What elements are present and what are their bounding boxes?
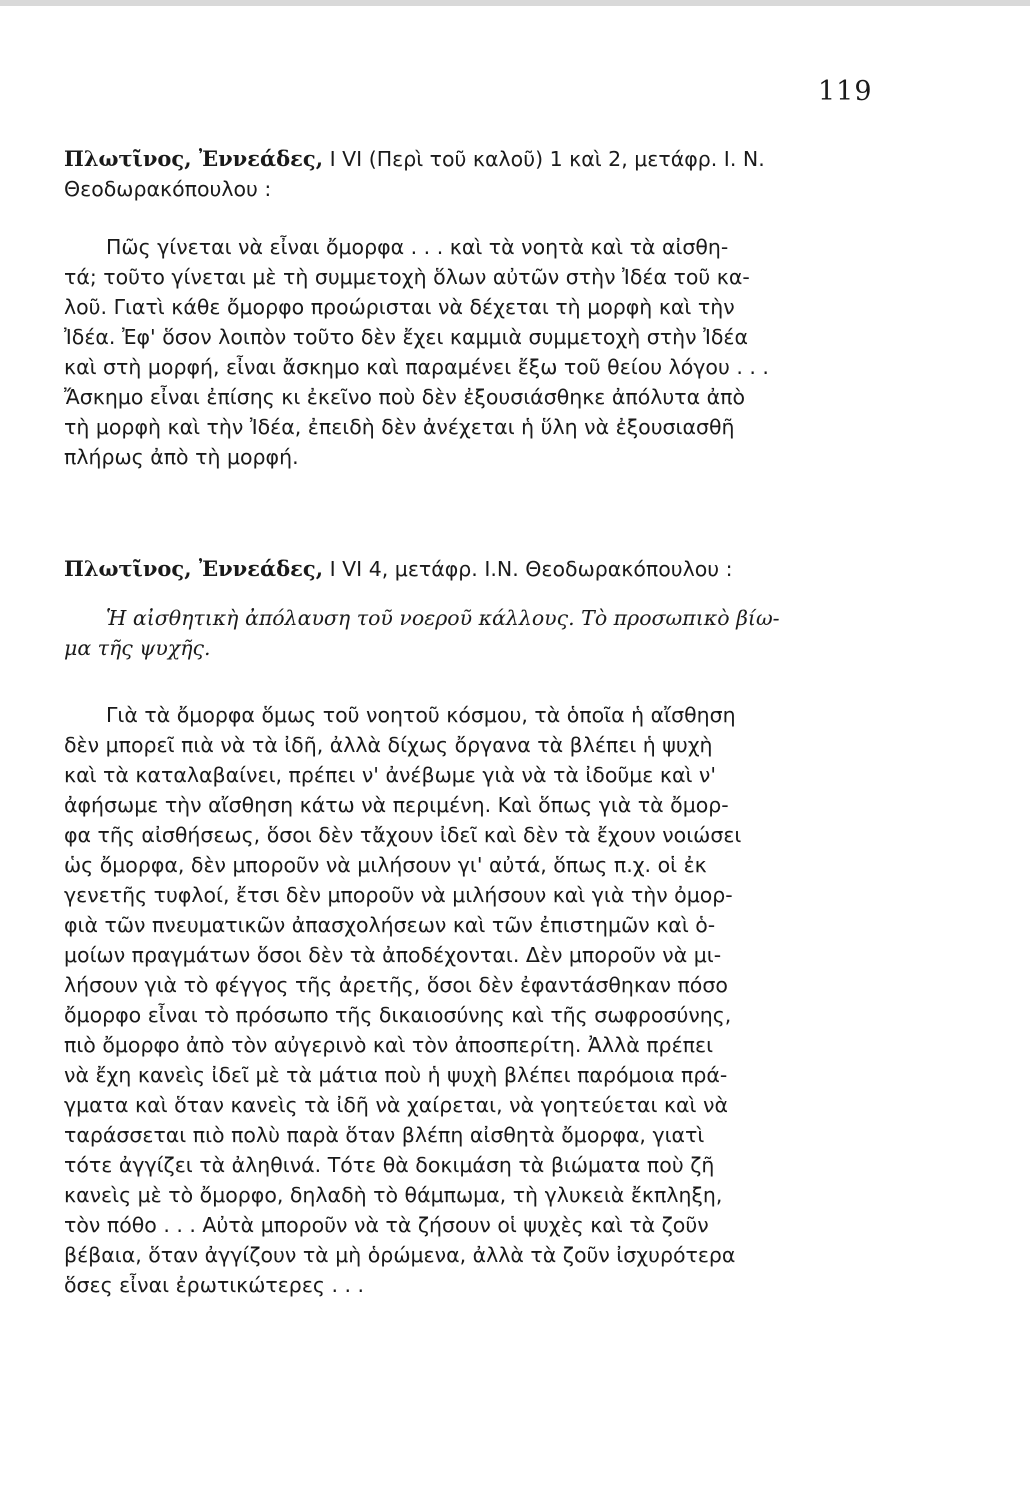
section2-line: τὸν πόθο . . . Αὐτὰ μποροῦν νὰ τὰ ζήσουν οἱ ψυχὲς καὶ τὰ ζοῦν (64, 1213, 709, 1237)
section2-line: λήσουν γιὰ τὸ φέγγος τῆς ἀρετῆς, ὅσοι δὲν ἐφαντάσθηκαν πόσο (64, 973, 728, 997)
section2-line: γενετῆς τυφλοί, ἔτσι δὲν μποροῦν νὰ μιλήσουν καὶ γιὰ τὴν ὀμορ- (64, 883, 733, 907)
section2-line: ὡς ὄμορφα, δὲν μποροῦν νὰ μιλήσουν γι' αὐτά, ὅπως π.χ. οἱ ἐκ (64, 853, 707, 877)
section2-line: δὲν μπορεῖ πιὰ νὰ τὰ ἰδῆ, ἀλλὰ δίχως ὄργανα τὰ βλέπει ἡ ψυχὴ (64, 733, 713, 757)
section2-line: Γιὰ τὰ ὄμορφα ὅμως τοῦ νοητοῦ κόσμου, τὰ ὁποῖα ἡ αἴσθηση (106, 703, 736, 727)
section2-line: φα τῆς αἰσθήσεως, ὅσοι δὲν τἄχουν ἰδεῖ καὶ δὲν τὰ ἔχουν νοιώσει (64, 823, 742, 847)
section1-heading-line2: Θεοδωρακόπουλου : (64, 177, 272, 201)
section2-heading-rest: I VI 4, μετάφρ. Ι.Ν. Θεοδωρακόπουλου : (323, 557, 733, 581)
section1-line: πλήρως ἀπὸ τὴ μορφή. (64, 445, 299, 469)
top-edge-shadow (0, 0, 1030, 6)
section2-line: πιὸ ὄμορφο ἀπὸ τὸν αὐγερινὸ καὶ τὸν ἀποσπερίτη. Ἀλλὰ πρέπει (64, 1033, 714, 1057)
section1-line: Ἄσκημο εἶναι ἐπίσης κι ἐκεῖνο ποὺ δὲν ἐξουσιάσθηκε ἀπόλυτα ἀπὸ (64, 385, 746, 409)
section1-line: τὴ μορφὴ καὶ τὴν Ἰδέα, ἐπειδὴ δὲν ἀνέχεται ἡ ὕλη νὰ ἐξουσιασθῆ (64, 415, 735, 439)
section2-line: ὄμορφο εἶναι τὸ πρόσωπο τῆς δικαιοσύνης καὶ τῆς σωφροσύνης, (64, 1003, 732, 1027)
subtitle-line: Ἡ αἰσθητικὴ ἀπόλαυση τοῦ νοεροῦ κάλλους. Τὸ προσωπικὸ βίω- (106, 606, 780, 630)
section1-line: τά; τοῦτο γίνεται μὲ τὴ συμμετοχὴ ὅλων αὐτῶν στὴν Ἰδέα τοῦ κα- (64, 265, 750, 289)
section2-subtitle (64, 603, 874, 663)
section2-line: βέβαια, ὅταν ἀγγίζουν τὰ μὴ ὁρώμενα, ἀλλὰ τὰ ζοῦν ἰσχυρότερα (64, 1243, 736, 1267)
section1-line: Ἰδέα. Ἐφ' ὅσον λοιπὸν τοῦτο δὲν ἔχει καμμιὰ συμμετοχὴ στὴν Ἰδέα (64, 325, 749, 349)
section1-line: λοῦ. Γιατὶ κάθε ὄμορφο προώρισται νὰ δέχεται τὴ μορφὴ καὶ τὴν (64, 295, 735, 319)
section1-heading-rest: I VI (Περὶ τοῦ καλοῦ) 1 καὶ 2, μετάφρ. Ι. Ν. (323, 147, 765, 171)
section2-line: νὰ ἔχη κανεὶς ἰδεῖ μὲ τὰ μάτια ποὺ ἡ ψυχὴ βλέπει παρόμοια πρά- (64, 1063, 728, 1087)
section1-line: Πῶς γίνεται νὰ εἶναι ὄμορφα . . . καὶ τὰ νοητὰ καὶ τὰ αἰσθη- (106, 235, 729, 259)
section1-quote (64, 232, 874, 472)
section2-line: τότε ἀγγίζει τὰ ἀληθινά. Τότε θὰ δοκιμάση τὰ βιώματα ποὺ ζῆ (64, 1153, 715, 1177)
section2-line: ἀφήσωμε τὴν αἴσθηση κάτω νὰ περιμένη. Καὶ ὅπως γιὰ τὰ ὄμορ- (64, 793, 729, 817)
section2-line: ὅσες εἶναι ἐρωτικώτερες . . . (64, 1273, 365, 1297)
section2-line: μοίων πραγμάτων ὅσοι δὲν τὰ ἀποδέχονται. Δὲν μποροῦν νὰ μι- (64, 943, 722, 967)
section2-quote (64, 700, 874, 1300)
section1-line: καὶ στὴ μορφή, εἶναι ἄσκημο καὶ παραμένει ἔξω τοῦ θείου λόγου . . . (64, 355, 769, 379)
section2-line: καὶ τὰ καταλαβαίνει, πρέπει ν' ἀνέβωμε γιὰ νὰ τὰ ἰδοῦμε καὶ ν' (64, 763, 717, 787)
subtitle-line: μα τῆς ψυχῆς. (64, 636, 211, 660)
section2-heading-author: Πλωτῖνος, Ἐννεάδες, (64, 556, 324, 581)
section1-heading (64, 144, 874, 204)
section2-line: ταράσσεται πιὸ πολὺ παρὰ ὅταν βλέπη αἰσθητὰ ὄμορφα, γιατὶ (64, 1123, 705, 1147)
section2-heading (64, 554, 874, 584)
page-number: 119 (818, 76, 873, 107)
section2-line: φιὰ τῶν πνευματικῶν ἀπασχολήσεων καὶ τῶν ἐπιστημῶν καὶ ὁ- (64, 913, 716, 937)
section2-line: κανεὶς μὲ τὸ ὄμορφο, δηλαδὴ τὸ θάμπωμα, τὴ γλυκειὰ ἔκπληξη, (64, 1183, 723, 1207)
section1-heading-author: Πλωτῖνος, Ἐννεάδες, (64, 146, 324, 171)
section2-line: γματα καὶ ὅταν κανεὶς τὰ ἰδῆ νὰ χαίρεται, νὰ γοητεύεται καὶ νὰ (64, 1093, 728, 1117)
